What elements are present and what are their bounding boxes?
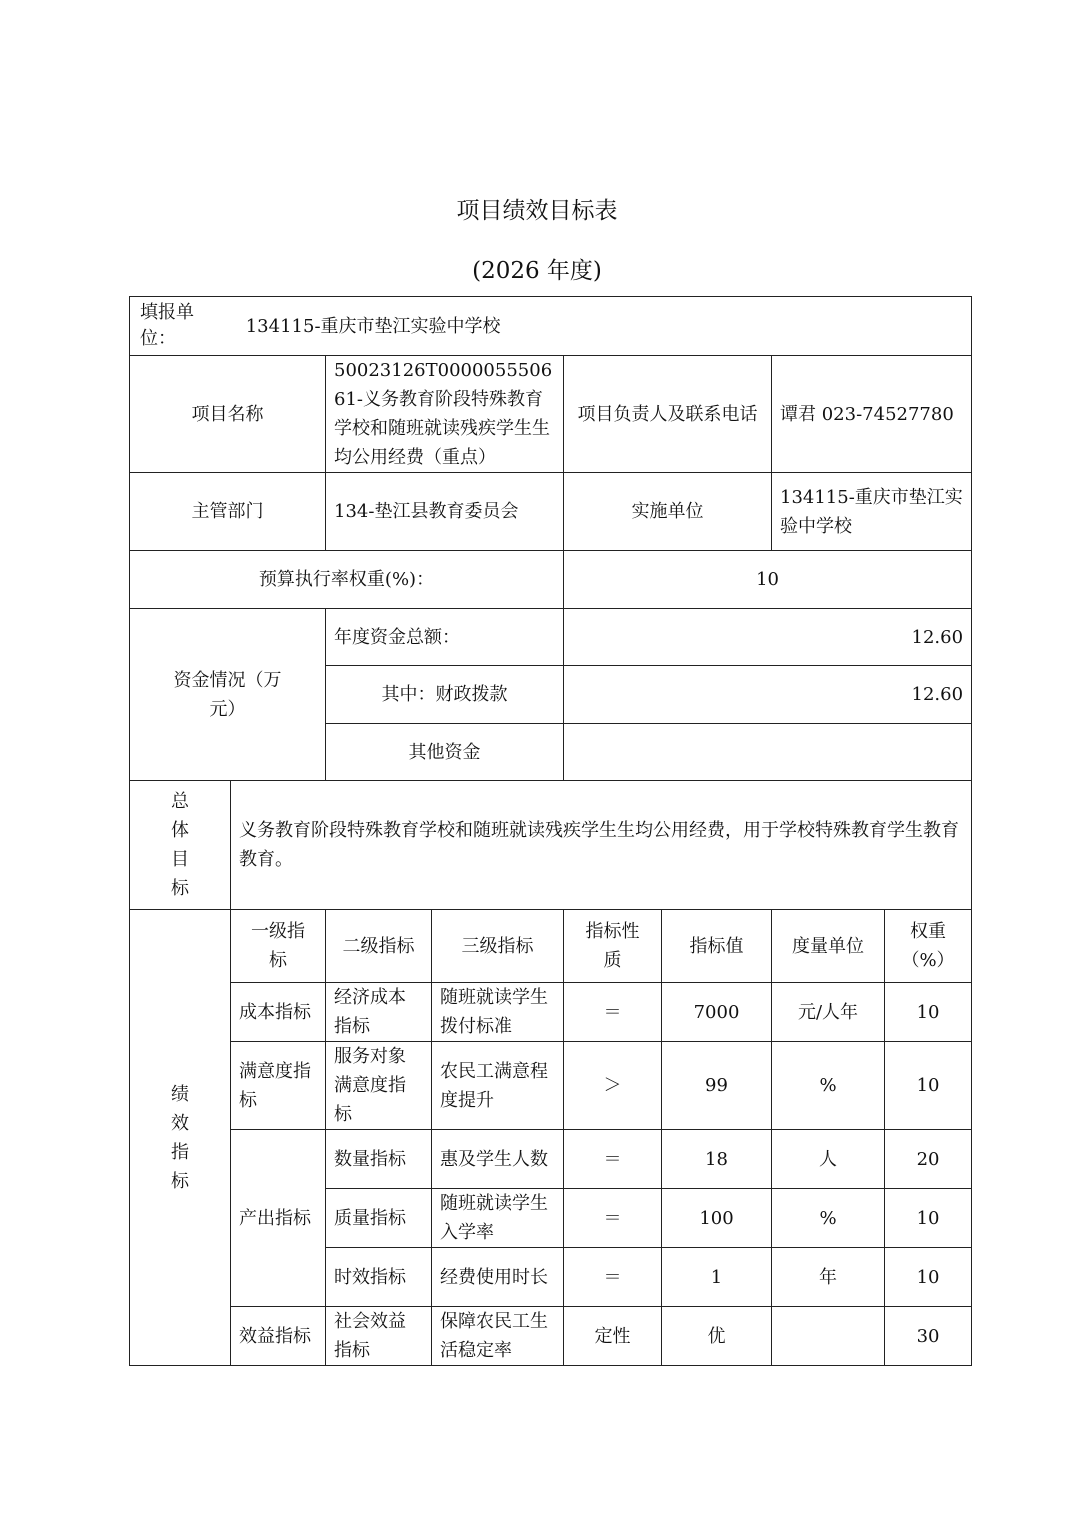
project-name-value: 50023126T000005550661-义务教育阶段特殊教育学校和随班就读残疾学生生均公用经费（重点） (326, 356, 564, 473)
page-title: 项目绩效目标表 (456, 198, 618, 224)
row-level1: 产出指标 (231, 1130, 326, 1307)
indicator-header-row (130, 910, 972, 983)
table-row (130, 1307, 972, 1366)
header-weight: 权重（%） (885, 910, 972, 983)
unit-row (130, 297, 972, 356)
row-level1: 成本指标 (231, 983, 326, 1042)
funds-fiscal-value: 12.60 (564, 666, 972, 724)
row-unit: 元/人年 (772, 983, 885, 1042)
row-weight: 10 (885, 1189, 972, 1248)
row-nature: 定性 (564, 1307, 662, 1366)
row-level3: 保障农民工生活稳定率 (432, 1307, 564, 1366)
page-subtitle-year: (2026 年度) (472, 258, 602, 284)
budget-weight-label: 预算执行率权重(%)： (130, 551, 564, 609)
row-unit (772, 1307, 885, 1366)
row-nature: ＝ (564, 1248, 662, 1307)
unit-label: 填报单位： (140, 302, 194, 349)
table-row (130, 983, 972, 1042)
row-weight: 30 (885, 1307, 972, 1366)
row-unit: 人 (772, 1130, 885, 1189)
dept-label: 主管部门 (130, 473, 326, 551)
table-row (130, 1042, 972, 1130)
row-weight: 10 (885, 983, 972, 1042)
header-nature: 指标性质 (564, 910, 662, 983)
row-value: 1 (662, 1248, 772, 1307)
row-level1: 效益指标 (231, 1307, 326, 1366)
performance-target-table (129, 296, 972, 1366)
funds-total-value: 12.60 (564, 609, 972, 666)
funds-total-row (130, 609, 972, 666)
unit-value: 134115-重庆市垫江实验中学校 (245, 315, 501, 337)
goal-text: 义务教育阶段特殊教育学校和随班就读残疾学生生均公用经费，用于学校特殊教育学生教育教育。 (231, 781, 972, 910)
goal-row (130, 781, 972, 910)
funds-other-label: 其他资金 (326, 724, 564, 781)
row-level2: 数量指标 (326, 1130, 432, 1189)
row-unit: % (772, 1189, 885, 1248)
header-unit: 度量单位 (772, 910, 885, 983)
row-weight: 20 (885, 1130, 972, 1189)
budget-weight-row (130, 551, 972, 609)
budget-weight-value: 10 (564, 551, 972, 609)
row-value: 99 (662, 1042, 772, 1130)
row-unit: 年 (772, 1248, 885, 1307)
row-nature: ＝ (564, 1189, 662, 1248)
header-level2: 二级指标 (326, 910, 432, 983)
row-weight: 10 (885, 1042, 972, 1130)
funds-other-value (564, 724, 972, 781)
row-level3: 惠及学生人数 (432, 1130, 564, 1189)
row-value: 优 (662, 1307, 772, 1366)
row-level2: 时效指标 (326, 1248, 432, 1307)
funds-fiscal-label: 其中：财政拨款 (326, 666, 564, 724)
row-level2: 社会效益指标 (326, 1307, 432, 1366)
funds-total-label: 年度资金总额： (326, 609, 564, 666)
header-value: 指标值 (662, 910, 772, 983)
row-value: 7000 (662, 983, 772, 1042)
row-level2: 服务对象满意度指标 (326, 1042, 432, 1130)
row-level3: 经费使用时长 (432, 1248, 564, 1307)
impl-unit-label: 实施单位 (564, 473, 772, 551)
row-nature: ＞ (564, 1042, 662, 1130)
dept-row (130, 473, 972, 551)
header-level1: 一级指标 (231, 910, 326, 983)
indicators-label: 绩效指标 (130, 910, 231, 1366)
impl-unit-value: 134115-重庆市垫江实验中学校 (772, 473, 972, 551)
project-contact-label: 项目负责人及联系电话 (564, 356, 772, 473)
row-level1: 满意度指标 (231, 1042, 326, 1130)
header-level3: 三级指标 (432, 910, 564, 983)
row-level2: 经济成本指标 (326, 983, 432, 1042)
table-row (130, 1130, 972, 1189)
row-value: 18 (662, 1130, 772, 1189)
row-value: 100 (662, 1189, 772, 1248)
row-level2: 质量指标 (326, 1189, 432, 1248)
row-level3: 随班就读学生入学率 (432, 1189, 564, 1248)
row-nature: ＝ (564, 983, 662, 1042)
project-contact-value: 谭君 023-74527780 (772, 356, 972, 473)
row-unit: % (772, 1042, 885, 1130)
row-nature: ＝ (564, 1130, 662, 1189)
dept-value: 134-垫江县教育委员会 (326, 473, 564, 551)
funds-label: 资金情况（万元） (130, 609, 326, 781)
goal-label: 总体目标 (130, 781, 231, 910)
row-weight: 10 (885, 1248, 972, 1307)
row-level3: 随班就读学生拨付标准 (432, 983, 564, 1042)
project-name-label: 项目名称 (130, 356, 326, 473)
row-level3: 农民工满意程度提升 (432, 1042, 564, 1130)
project-name-row (130, 356, 972, 473)
